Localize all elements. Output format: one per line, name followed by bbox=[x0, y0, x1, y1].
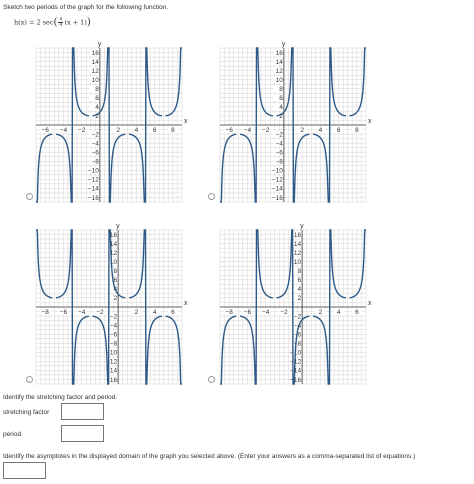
y-tick-label: 2 bbox=[95, 113, 99, 121]
x-tick-label: −4 bbox=[59, 127, 68, 134]
y-tick-label: 16 bbox=[293, 231, 302, 239]
y-tick-label: −6 bbox=[275, 149, 283, 157]
y-axis-label: y bbox=[281, 41, 286, 48]
y-tick-label: −16 bbox=[106, 376, 118, 384]
x-tick-label: 2 bbox=[116, 127, 120, 134]
formula-fraction-denominator: 4 bbox=[59, 23, 63, 28]
x-axis-label: x bbox=[368, 118, 372, 125]
graph-svg bbox=[30, 220, 190, 388]
stretch-period-heading: Identify the stretching factor and period. bbox=[3, 394, 118, 401]
x-tick-label: 4 bbox=[318, 127, 323, 134]
graph-option-a bbox=[30, 38, 190, 206]
x-tick-label: 4 bbox=[336, 309, 341, 316]
y-tick-label: 12 bbox=[91, 67, 99, 75]
x-tick-label: −8 bbox=[225, 309, 233, 316]
y-tick-label: 2 bbox=[113, 295, 118, 303]
y-tick-label: 10 bbox=[275, 77, 283, 85]
formula-paren-close: ) bbox=[86, 17, 91, 28]
formula-right: (x + 1) bbox=[64, 18, 87, 27]
x-tick-label: −6 bbox=[41, 127, 49, 134]
y-tick-label: 16 bbox=[109, 231, 118, 239]
question-prompt: Sketch two periods of the graph for the following function. bbox=[3, 4, 169, 11]
y-tick-label: 6 bbox=[279, 95, 283, 103]
radio-option-d[interactable] bbox=[208, 376, 215, 383]
y-tick-label: 2 bbox=[279, 113, 283, 121]
x-axis-label: x bbox=[184, 118, 188, 125]
y-tick-label: −4 bbox=[109, 322, 118, 330]
y-axis-label: y bbox=[97, 41, 102, 48]
x-tick-label: −8 bbox=[41, 309, 49, 316]
stretching-factor-label: stretching factor bbox=[3, 409, 50, 416]
y-tick-label: 16 bbox=[275, 49, 283, 57]
asymptotes-heading: Identify the asymptotes in the displayed domain of the graph you selected above. (Enter your answers as a comma-separated list of equations.) bbox=[3, 453, 416, 460]
graph-svg bbox=[214, 38, 374, 206]
y-tick-label: −10 bbox=[87, 167, 99, 175]
x-tick-label: 6 bbox=[336, 127, 341, 134]
curve-branch bbox=[350, 230, 366, 298]
x-tick-label: −6 bbox=[59, 309, 68, 316]
y-tick-label: 8 bbox=[297, 268, 302, 276]
curve-branch bbox=[220, 316, 236, 384]
y-tick-label: −10 bbox=[106, 349, 118, 357]
y-tick-label: −12 bbox=[290, 358, 302, 366]
y-tick-label: 12 bbox=[275, 67, 283, 75]
y-tick-label: −6 bbox=[91, 149, 99, 157]
y-tick-label: −6 bbox=[293, 331, 302, 339]
y-tick-label: −4 bbox=[91, 140, 99, 148]
y-tick-label: 4 bbox=[95, 104, 99, 112]
x-tick-label: −6 bbox=[225, 127, 233, 134]
asymptotes-input[interactable] bbox=[3, 462, 46, 479]
y-tick-label: 16 bbox=[91, 49, 99, 57]
y-tick-label: −16 bbox=[87, 194, 99, 202]
y-tick-label: 4 bbox=[279, 104, 283, 112]
x-tick-label: 6 bbox=[171, 309, 175, 316]
x-tick-label: 6 bbox=[152, 127, 157, 134]
formula-fraction bbox=[58, 17, 63, 28]
formula-left: h(x) = 2 sec bbox=[14, 18, 54, 27]
x-tick-label: 2 bbox=[300, 127, 304, 134]
y-tick-label: 14 bbox=[109, 240, 118, 248]
period-input[interactable] bbox=[61, 425, 104, 442]
x-tick-label: 2 bbox=[318, 309, 323, 316]
y-tick-label: 10 bbox=[109, 259, 118, 267]
x-tick-label: −6 bbox=[243, 309, 252, 316]
y-tick-label: −14 bbox=[290, 367, 302, 375]
radio-option-a[interactable] bbox=[26, 193, 33, 200]
y-tick-label: −10 bbox=[290, 349, 302, 357]
x-tick-label: 6 bbox=[355, 309, 359, 316]
graph-option-b bbox=[214, 38, 374, 206]
curve-branch bbox=[166, 316, 182, 384]
y-tick-label: −2 bbox=[275, 131, 283, 139]
x-tick-label: −2 bbox=[280, 309, 288, 316]
y-tick-label: −16 bbox=[271, 194, 283, 202]
y-tick-label: 4 bbox=[297, 286, 302, 294]
y-tick-label: 14 bbox=[91, 58, 99, 66]
y-tick-label: −12 bbox=[87, 176, 99, 184]
x-tick-label: 8 bbox=[171, 127, 175, 134]
x-tick-label: −2 bbox=[96, 309, 104, 316]
graph-option-d bbox=[214, 220, 374, 388]
y-tick-label: −10 bbox=[271, 167, 283, 175]
curve-branch bbox=[36, 230, 52, 298]
y-tick-label: 10 bbox=[91, 77, 99, 85]
x-tick-label: 8 bbox=[355, 127, 359, 134]
y-tick-label: −8 bbox=[91, 158, 99, 166]
y-tick-label: −6 bbox=[109, 331, 118, 339]
x-tick-label: −4 bbox=[261, 309, 270, 316]
y-tick-label: 6 bbox=[113, 277, 118, 285]
y-tick-label: 6 bbox=[297, 277, 302, 285]
y-tick-label: −2 bbox=[91, 131, 99, 139]
radio-option-b[interactable] bbox=[208, 193, 215, 200]
y-tick-label: −8 bbox=[293, 340, 302, 348]
y-tick-label: 14 bbox=[293, 240, 302, 248]
y-axis-label: y bbox=[116, 223, 120, 230]
y-tick-label: −12 bbox=[106, 358, 118, 366]
x-tick-label: 4 bbox=[134, 127, 139, 134]
x-tick-label: −2 bbox=[261, 127, 270, 134]
y-tick-label: −8 bbox=[275, 158, 283, 166]
y-tick-label: 8 bbox=[279, 86, 283, 94]
curve-branch bbox=[166, 48, 182, 116]
x-tick-label: 4 bbox=[152, 309, 157, 316]
y-tick-label: −2 bbox=[109, 313, 118, 321]
y-tick-label: −4 bbox=[275, 140, 283, 148]
period-label: period bbox=[3, 431, 22, 438]
y-tick-label: 8 bbox=[113, 268, 118, 276]
y-tick-label: −14 bbox=[271, 185, 283, 193]
curve-branch bbox=[36, 134, 52, 202]
formula-fraction-numerator: π bbox=[59, 17, 63, 22]
y-tick-label: 2 bbox=[297, 295, 302, 303]
y-tick-label: −12 bbox=[271, 176, 283, 184]
graph-svg bbox=[214, 220, 374, 388]
y-tick-label: −14 bbox=[87, 185, 99, 193]
x-axis-label: x bbox=[184, 300, 188, 307]
x-axis-label: x bbox=[368, 300, 372, 307]
y-tick-label: −16 bbox=[290, 376, 302, 384]
x-tick-label: −4 bbox=[243, 127, 252, 134]
y-tick-label: 8 bbox=[95, 86, 99, 94]
x-tick-label: −2 bbox=[77, 127, 86, 134]
function-formula bbox=[14, 17, 91, 28]
y-tick-label: 12 bbox=[109, 249, 118, 257]
stretching-factor-input[interactable] bbox=[61, 403, 104, 420]
y-tick-label: −8 bbox=[109, 340, 118, 348]
curve-branch bbox=[220, 134, 236, 202]
y-tick-label: −2 bbox=[293, 313, 302, 321]
y-axis-label: y bbox=[300, 223, 304, 230]
formula-paren-open: ( bbox=[53, 17, 58, 28]
radio-option-c[interactable] bbox=[26, 376, 33, 383]
y-tick-label: 6 bbox=[95, 95, 99, 103]
graph-option-c bbox=[30, 220, 190, 388]
curve-branch bbox=[350, 48, 366, 116]
y-tick-label: 4 bbox=[113, 286, 118, 294]
x-tick-label: 2 bbox=[134, 309, 139, 316]
y-tick-label: −4 bbox=[293, 322, 302, 330]
y-tick-label: 10 bbox=[293, 259, 302, 267]
graph-svg bbox=[30, 38, 190, 206]
y-tick-label: 14 bbox=[275, 58, 283, 66]
y-tick-label: −14 bbox=[106, 367, 118, 375]
y-tick-label: 12 bbox=[293, 249, 302, 257]
x-tick-label: −4 bbox=[77, 309, 86, 316]
